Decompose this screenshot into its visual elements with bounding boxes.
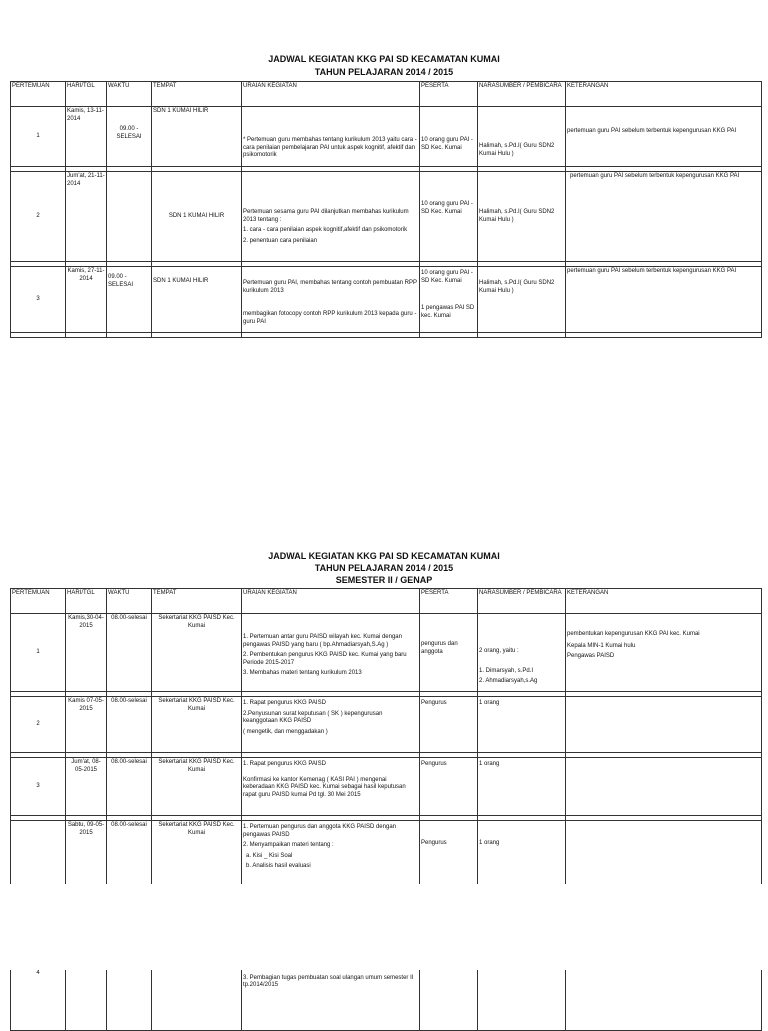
row-number: 2: [11, 697, 66, 753]
row-note: pertemuan guru PAI sebelum terbentuk kepengurusan KKG PAI: [566, 172, 762, 262]
header-cell: HARI/TGL: [66, 589, 107, 614]
row-place: Sekertariat KKG PAISD Kec. Kumai: [152, 821, 242, 1031]
header-cell: PERTEMUAN: [11, 589, 66, 614]
doc2-semester: SEMESTER II / GENAP: [335, 575, 433, 585]
row-place: Sekertariat KKG PAISD Kec. Kumai: [152, 758, 242, 816]
row-participants: 10 orang guru PAI - SD Kec. Kumai: [420, 107, 478, 167]
header-cell: WAKTU: [107, 82, 152, 107]
row-activity: 1. Rapat pengurus KKG PAISD 2.Penyusunan surat keputusan ( SK ) kepengurusan keanggotaan KKG PAISD ( mengetik, dan menggadakan ): [242, 697, 420, 753]
row-time: 08.00-selesai: [107, 697, 152, 753]
row-place: SDN 1 KUMAI HILIR: [152, 267, 242, 333]
table-row: [11, 697, 762, 753]
table-header: [11, 589, 762, 614]
row-activity: * Pertemuan guru membahas tentang kurikulum 2013 yaitu cara - cara penilaian pembelajaran PAI untuk aspek kognitif, afektif dan psikomotorik: [242, 107, 420, 167]
row-date: Kamis 07-05-2015: [66, 697, 107, 753]
row-date: Kamis,30-04-2015: [66, 614, 107, 692]
table-row: [11, 267, 762, 333]
header-cell: PESERTA: [420, 589, 478, 614]
row-number: 3: [11, 758, 66, 816]
row-place: SDN 1 KUMAI HILIR: [152, 107, 242, 167]
table-row-spacer: [11, 333, 762, 338]
row-note: pertemuan guru PAI sebelum terbentuk kepengurusan KKG PAI: [566, 267, 762, 333]
row-time: 08.00-selesai: [107, 614, 152, 692]
row-time: 08.00-selesai: [107, 758, 152, 816]
row-activity: 1. Rapat pengurus KKG PAISD Konfirmasi ke kantor Kemenag ( KASI PAI ) mengenai keberadaan KKG PAISD kec. Kumai sebagai hasil keputusan rapat guru PAISD kumai Pd tgl. 30 Mei 2015: [242, 758, 420, 816]
header-cell: URAIAN KEGIATAN: [242, 82, 420, 107]
row-time: [107, 172, 152, 262]
row-time: 09.00 - SELESAI: [107, 107, 152, 167]
row-place: Sekertariat KKG PAISD Kec. Kumai: [152, 697, 242, 753]
header-cell: TEMPAT: [152, 589, 242, 614]
row-participants: Pengurus: [420, 697, 478, 753]
doc1-subtitle: TAHUN PELAJARAN 2014 / 2015: [314, 67, 454, 77]
row-time: 09.00 - SELESAI: [107, 267, 152, 333]
row-number: 1: [11, 107, 66, 167]
row-participants: Pengurus: [420, 821, 478, 1031]
row-date: Jum'at, 21-11-2014: [66, 172, 107, 262]
table-row: [11, 107, 762, 167]
doc2-subtitle: TAHUN PELAJARAN 2014 / 2015: [314, 563, 454, 573]
row-time: 08.00-selesai: [107, 821, 152, 1031]
row-speaker: Halimah, s.Pd.I( Guru SDN2 Kumai Hulu ): [478, 267, 566, 333]
header-cell: TEMPAT: [152, 82, 242, 107]
doc1-title: JADWAL KEGIATAN KKG PAI SD KECAMATAN KUMAI: [268, 54, 500, 64]
row-note: [566, 697, 762, 753]
row-activity: 1. Pertemuan antar guru PAISD wilayah kec. Kumai dengan pengawas PAISD yang baru ( bp.Ahmadiarsyah,S.Ag ) 2. Pembentukan pengurus KKG PAISD kec. Kumai yang baru Periode 2015-2017 3. Membahas materi tentang kurikulum 2013: [242, 614, 420, 692]
header-cell: KETERANGAN: [566, 589, 762, 614]
row-speaker: 1 orang: [478, 821, 566, 1031]
table-header: [11, 82, 762, 107]
row-place: SDN 1 KUMAI HILIR: [152, 172, 242, 262]
row-participants: 10 orang guru PAI - SD Kec. Kumai: [420, 172, 478, 262]
row-participants: Pengurus: [420, 758, 478, 816]
row-speaker: 1 orang: [478, 758, 566, 816]
row-date: Sabtu, 09-05-2015: [66, 821, 107, 1031]
schedule-table-1: [10, 81, 762, 338]
row-note: [566, 758, 762, 816]
row-number: 4: [11, 821, 66, 1031]
row-note: pembentukan kepengurusan KKG PAI kec. Kumai Kepala MIN-1 Kumai hulu Pengawas PAISD: [566, 614, 762, 692]
row-date: Kamis, 13-11-2014: [66, 107, 107, 167]
row-participants: pengurus dan anggota: [420, 614, 478, 692]
row-date: Jum'at, 08-05-2015: [66, 758, 107, 816]
row-date: Kamis, 27-11-2014: [66, 267, 107, 333]
row-activity: Pertemuan sesama guru PAI dilanjutkan membahas kurikulum 2013 tentang : 1. cara - cara penilaian aspek kognitif,afektif dan psikomotorik 2. penentuan cara penilaian: [242, 172, 420, 262]
header-cell: WAKTU: [107, 589, 152, 614]
header-cell: HARI/TGL: [66, 82, 107, 107]
row-place: Sekertariat KKG PAISD Kec. Kumai: [152, 614, 242, 692]
header-cell: PERTEMUAN: [11, 82, 66, 107]
row-participants: 10 orang guru PAI - SD Kec. Kumai 1 pengawas PAI SD kec. Kumai: [420, 267, 478, 333]
row-number: 1: [11, 614, 66, 692]
row-number: 3: [11, 267, 66, 333]
row-speaker: Halimah, s.Pd.I( Guru SDN2 Kumai Hulu ): [478, 172, 566, 262]
row-note: pertemuan guru PAI sebelum terbentuk kepengurusan KKG PAI: [566, 107, 762, 167]
row-number: 2: [11, 172, 66, 262]
header-cell: URAIAN KEGIATAN: [242, 589, 420, 614]
header-cell: NARASUMBER / PEMBICARA: [478, 589, 566, 614]
header-cell: KETERANGAN: [566, 82, 762, 107]
row-speaker: Halimah, s.Pd.I( Guru SDN2 Kumai Hulu ): [478, 107, 566, 167]
row-speaker: 1 orang: [478, 697, 566, 753]
row-activity: 1. Pertemuan pengurus dan anggota KKG PAISD dengan pengawas PAISD 2. Menyampaikan materi tentang : a. Kisi _ Kisi Soal b. Analisis hasil evaluasi 3. Pembagian tugas pembuatan soal ulangan umum semester II tp.2014/2015: [242, 821, 420, 1031]
header-cell: NARASUMBER / PEMBICARA: [478, 82, 566, 107]
row-activity: Pertemuan guru PAI, membahas tentang contoh pembuatan RPP kurikulum 2013 membagikan fotocopy contoh RPP kurikulum 2013 kepada guru - guru PAI: [242, 267, 420, 333]
page-break: [0, 884, 768, 970]
table-row: [11, 172, 762, 262]
row-speaker: 2 orang, yaitu : 1. Dimarsyah, s.Pd.I 2. Ahmadiarsyah,s.Ag: [478, 614, 566, 692]
doc2-title: JADWAL KEGIATAN KKG PAI SD KECAMATAN KUMAI: [268, 551, 500, 561]
table-row: [11, 614, 762, 692]
header-cell: PESERTA: [420, 82, 478, 107]
table-row: [11, 758, 762, 816]
